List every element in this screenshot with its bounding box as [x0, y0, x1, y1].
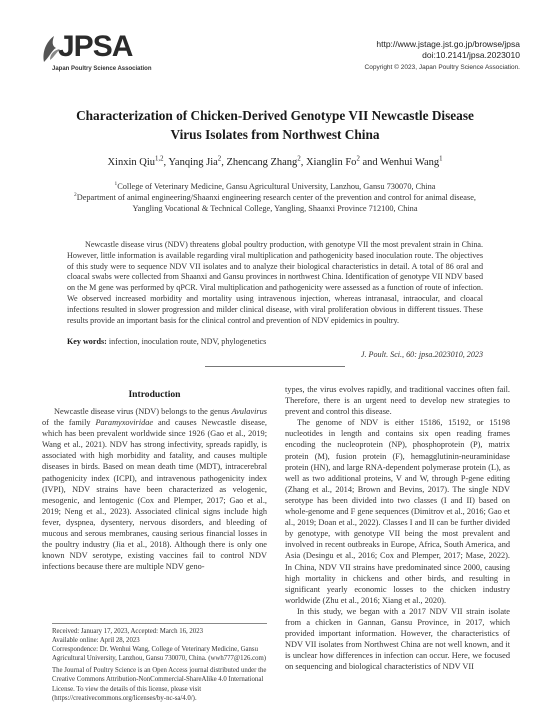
text-run: of the family — [42, 418, 96, 428]
author-separator: , — [221, 157, 227, 168]
journal-url[interactable]: http://www.jstage.jst.go.jp/browse/jpsa — [376, 39, 520, 49]
affil-sup: 2 — [74, 192, 77, 199]
left-column — [42, 406, 267, 572]
right-column — [285, 384, 510, 672]
online-date: Available online: April 28, 2023 — [52, 637, 140, 645]
affiliations — [40, 181, 510, 214]
affil-text: Yangling Vocational & Technical College, Yangling, Shaanxi Province 712100, China — [132, 204, 418, 213]
intro-paragraph — [42, 406, 267, 572]
section-divider — [205, 366, 345, 367]
author-separator: and — [359, 157, 381, 168]
citation: J. Poult. Sci., 60: jpsa.2023010, 2023 — [360, 350, 483, 359]
author-affil-sup: 2 — [356, 155, 360, 163]
body-paragraph: The genome of NDV is either 15186, 15192, or 15198 nucleotides in length and contains six open reading frames encoding the nucleoprotein (NP), phosphoprotein (P), matrix protein (M), fusion protein (F), hemagglutinin-neuraminidase protein (HN), and large RNA-dependent polymerase protein (L), as well as two additional proteins, V and W, through P-gene editing (Zhang et al., 2014; Brown and Bevins, 2017). The single NDV serotype has been divided into two classes (I and II) based on whole-genome and F gene sequences (Dimitrov et al., 2016; Gao et al., 2019; Doan et al., 2022). Classes I and II can be further divided by genotype, with genotype VII being the most prevalent and involved in recent outbreaks in Europe, Africa, South America, and Asia (Desingu et al., 2016; Cox and Plemper, 2017; Mase, 2022). In China, NDV VII strains have predominated since 2000, causing high mortality in chickens and other birds, and resulting in significant yearly economic losses to the chicken industry worldwide (Zhu et al., 2016; Xiang et al., 2020). — [285, 418, 510, 605]
keywords-text: infection, inoculation route, NDV, phylogenetics — [108, 337, 267, 346]
title-line-1: Characterization of Chicken-Derived Genotype VII Newcastle Disease — [76, 108, 474, 123]
affiliation-2 — [40, 192, 510, 203]
genus-name: Avulavirus — [231, 407, 267, 416]
affil-text: College of Veterinary Medicine, Gansu Agricultural University, Lanzhou, Gansu 730070, China — [117, 182, 436, 191]
author-affil-sup: 1,2 — [155, 155, 164, 163]
affiliation-2-cont — [40, 203, 510, 214]
family-name: Paramyxoviridae — [95, 418, 154, 428]
affiliation-1 — [40, 181, 510, 192]
author-separator: , — [300, 157, 306, 168]
license-note: The Journal of Poultry Science is an Open Access journal distributed under the Creative Commons Attribution-NonCommercial-ShareAlike 4.0 International License. To view the details of this license, please visit (https://creativecommons.org/licenses/by-nc-sa/4.0/). — [52, 667, 267, 702]
author-list — [40, 157, 510, 168]
author-affil-sup: 1 — [439, 155, 443, 163]
title-line-2: Virus Isolates from Northwest China — [170, 127, 380, 142]
keywords-label: Key words: — [67, 337, 107, 346]
author-separator: , — [163, 157, 169, 168]
text-run: Newcastle disease virus (NDV) belongs to the genus — [54, 407, 232, 416]
affil-sup: 1 — [114, 181, 118, 188]
received-dates: Received: January 17, 2023, Accepted: March 16, 2023 — [52, 628, 203, 635]
author-affil-sup: 2 — [297, 155, 301, 163]
author-affil-sup: 2 — [217, 155, 222, 163]
body-paragraph: In this study, we began with a 2017 NDV VII strain isolate from a chicken in Gannan, Gansu Province, in 2017, which provided important information. However, the characteristics of NDV VII isolates from Northwest China are not well known, and it is unclear how differences in infection can occur. Here, we focused on sequencing and biological characteristics of NDV VII — [285, 606, 510, 672]
keywords — [67, 337, 483, 346]
author: Xinxin Qiu — [107, 157, 155, 168]
author: Xianglin Fo — [305, 157, 357, 168]
journal-header-info — [365, 39, 520, 73]
correspondence: Correspondence: Dr. Wenhui Wang, College of Veterinary Medicine, Gansu Agricultural University, Lanzhou, Gansu 730070, China. (wwh777@126.com) — [52, 646, 267, 663]
footnote-rule — [52, 623, 267, 624]
affil-text: Department of animal engineering/Shaanxi engineering research center of the prevention and control for animal disease, — [76, 193, 476, 202]
footnote — [52, 627, 267, 703]
logo-subtitle: Japan Poultry Science Association — [52, 66, 152, 72]
text-run: and causes Newcastle disease, which has been prevalent worldwide since 1926 (Gao et al., 2019; Wang et al., 2021). NDV has strong infectivity, spreads rapidly, is associated with high morbidity and fatality, and causes multiple diseases in birds. Based on mean death time (MDT), intracerebral pathogenicity index (ICPI), and intravenous pathogenicity index (IVPI), NDV strains have been characterized as velogenic, mesogenic, and lentogenic (Cox and Plemper, 2017; Gao et al., 2019; Neng et al., 2023). Associated clinical signs include high fever, dyspnea, dysentery, nervous disorders, and bleeding of mucous and serous membranes, causing serious financial losses in the poultry industry (Jia et al., 2018). Although there is only one known NDV serotype, existing vaccines fail to control NDV infections because there are multiple NDV geno- — [42, 418, 267, 572]
author: Yanqing Jia — [168, 157, 218, 168]
doi[interactable]: doi:10.2141/jpsa.2023010 — [422, 50, 520, 60]
journal-logo — [40, 28, 150, 80]
author: Zhencang Zhang — [226, 157, 298, 168]
logo-text: JPSA — [58, 30, 133, 63]
body-paragraph: types, the virus evolves rapidly, and traditional vaccines often fail. Therefore, there is an urgent need to develop new strategies to prevent and control this disease. — [285, 385, 510, 417]
paper-title — [40, 106, 510, 144]
copyright: Copyright © 2023, Japan Poultry Science Association. — [364, 64, 520, 71]
section-heading-introduction: Introduction — [128, 389, 181, 400]
author: Wenhui Wang — [380, 157, 440, 168]
abstract: Newcastle disease virus (NDV) threatens global poultry production, with genotype VII the most prevalent strain in China. However, little information is available regarding viral multiplication and pathogenicity based inoculation route. The objectives of this study were to sequence NDV VII isolates and to analyze their biological characteristics in detail. A total of 86 oral and cloacal swabs were collected from Shaanxi and Gansu provinces in northwest China. Identification of genotype VII NDV based on the M gene was performed by qPCR. Viral multiplication and pathogenicity were assessed as a function of route of infection. We observed increased morbidity and mortality using intravenous injection, whereas intranasal, intraocular, and cloacal infections resulted in slower progression and milder clinical disease, with viral proliferation obvious in different tissues. These results provide an important basis for the clinical control and prevention of NDV epidemics in poultry. — [67, 240, 483, 325]
